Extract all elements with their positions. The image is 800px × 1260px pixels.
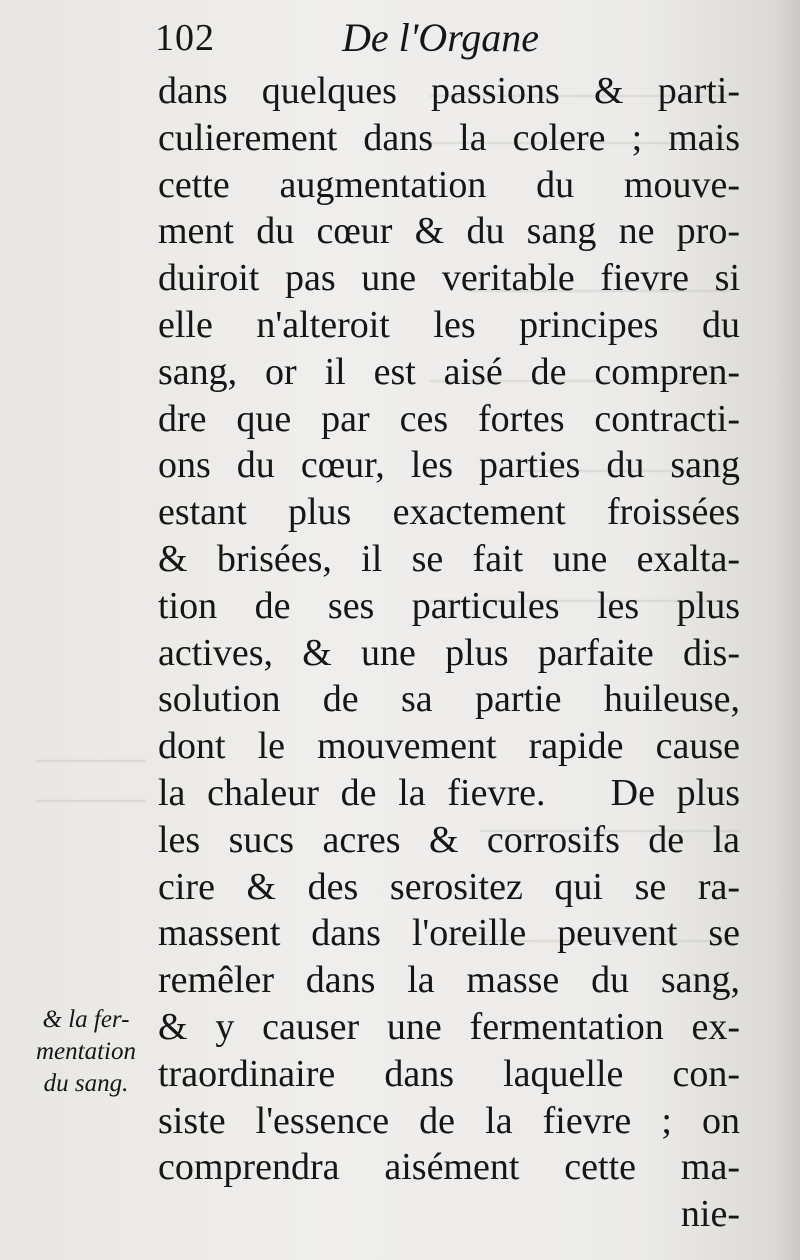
text-line: remêler dans la masse du sang, bbox=[158, 959, 740, 1002]
sentence-end: la chaleur de la fievre. bbox=[158, 771, 546, 814]
text-line: actives, & une plus parfaite dis- bbox=[158, 631, 740, 674]
text-line: sang, or il est aisé de compren- bbox=[158, 350, 740, 393]
text-line: traordinaire dans laquelle con- bbox=[158, 1052, 740, 1095]
text-line: dre que par ces fortes contracti- bbox=[158, 397, 740, 440]
page-header bbox=[155, 12, 745, 62]
catchword: nie- bbox=[680, 1193, 740, 1236]
text-line: solution de sa partie huileuse, bbox=[158, 678, 740, 721]
text-line: ons du cœur, les parties du sang bbox=[158, 444, 740, 487]
text-line: cire & des serositez qui se ra- bbox=[158, 865, 740, 908]
text-line: estant plus exactement froissées bbox=[158, 491, 740, 534]
text-line: dont le mouvement rapide cause bbox=[158, 725, 740, 768]
margin-note-line: mentation bbox=[36, 1038, 136, 1065]
text-line: duiroit pas une veritable fievre si bbox=[158, 257, 740, 300]
text-line: ment du cœur & du sang ne pro- bbox=[158, 210, 740, 253]
text-line: tion de ses particules les plus bbox=[158, 584, 740, 627]
margin-note bbox=[22, 1004, 150, 1100]
text-line: dans quelques passions & parti- bbox=[158, 70, 740, 112]
text-line: les sucs acres & corrosifs de la bbox=[158, 818, 740, 861]
text-line: & y causer une fermentation ex- bbox=[158, 1005, 740, 1048]
margin-note-line: du sang. bbox=[43, 1070, 129, 1097]
text-line: & brisées, il se fait une exalta- bbox=[158, 537, 740, 580]
text-line: culierement dans la colere ; mais bbox=[158, 116, 740, 159]
text-line: elle n'alteroit les principes du bbox=[158, 303, 740, 346]
body-text bbox=[158, 68, 740, 1238]
text-line: comprendra aisément cette ma- bbox=[158, 1146, 740, 1189]
sentence-start: De plus bbox=[610, 771, 741, 814]
text-line: siste l'essence de la fievre ; on bbox=[158, 1099, 740, 1142]
margin-note-line: & la fer- bbox=[42, 1006, 130, 1033]
text-line: cette augmentation du mouve- bbox=[158, 163, 740, 206]
page-number: 102 bbox=[155, 17, 215, 59]
text-line bbox=[158, 770, 740, 817]
running-head: De l'Organe bbox=[342, 15, 540, 60]
text-line: massent dans l'oreille peuvent se bbox=[158, 912, 740, 955]
